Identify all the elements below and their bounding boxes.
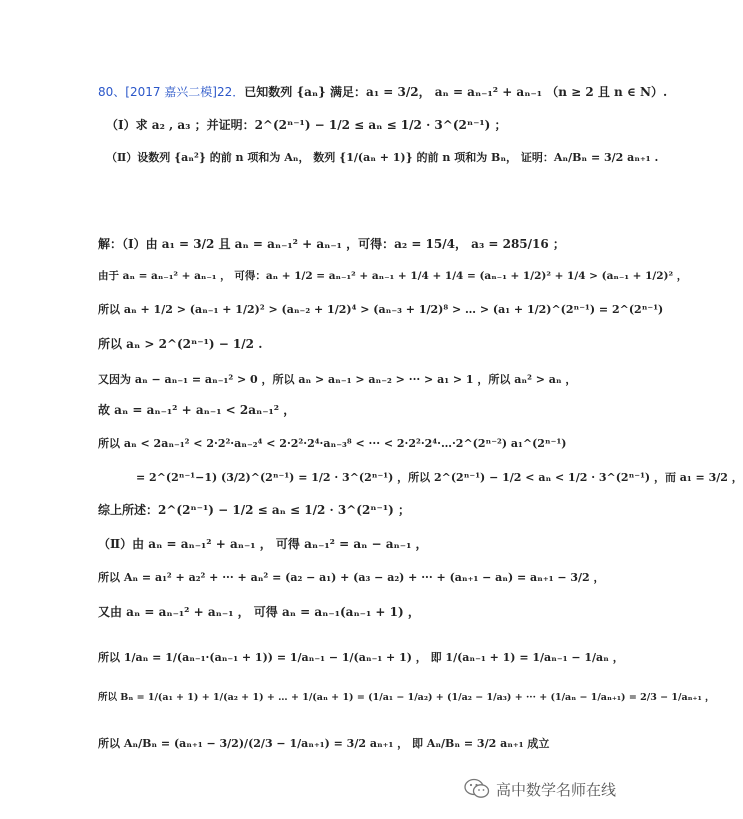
solution-line: 故 aₙ = aₙ₋₁² + aₙ₋₁ < 2aₙ₋₁² ，	[98, 403, 296, 417]
problem-stem-line	[98, 84, 667, 100]
watermark	[464, 778, 616, 800]
problem-part1	[106, 117, 507, 133]
solution-line: 解：（Ⅰ）由 a₁ = 3/2 且 aₙ = aₙ₋₁² + aₙ₋₁ ，可得：a₂ = 15/4， a₃ = 285/16 ；	[98, 237, 565, 251]
solution-line: 所以 Aₙ = a₁² + a₂² + ··· + aₙ² = (a₂ − a₁) + (a₃ − a₂) + ··· + (aₙ₊₁ − aₙ) = aₙ₊₁ − 3/2 ，	[98, 571, 605, 584]
solution-line: （Ⅱ）由 aₙ = aₙ₋₁² + aₙ₋₁ ， 可得 aₙ₋₁² = aₙ − aₙ₋₁ ，	[98, 537, 428, 551]
watermark-text: 高中数学名师在线	[495, 780, 616, 799]
problem-part2-text: （Ⅱ）设数列 {aₙ²} 的前 n 项和为 Aₙ， 数列 {1/(aₙ + 1)} 的前 n 项和为 Bₙ， 证明：Aₙ/Bₙ = 3/2 aₙ₊₁ .	[106, 151, 659, 164]
solution-line: 所以 Aₙ/Bₙ = (aₙ₊₁ − 3/2)/(2/3 − 1/aₙ₊₁) = 3/2 aₙ₊₁ ， 即 Aₙ/Bₙ = 3/2 aₙ₊₁ 成立	[98, 737, 550, 750]
solution-line: 又由 aₙ = aₙ₋₁² + aₙ₋₁ ， 可得 aₙ = aₙ₋₁(aₙ₋₁ + 1) ，	[98, 605, 420, 619]
solution-line: 所以 aₙ < 2aₙ₋₁² < 2·2²·aₙ₋₂⁴ < 2·2²·2⁴·aₙ₋₃⁸ < ··· < 2·2²·2⁴·…·2^(2ⁿ⁻²) a₁^(2ⁿ⁻¹)	[98, 437, 567, 450]
problem-part2	[106, 150, 658, 166]
problem-stem: 已知数列 {aₙ} 满足：a₁ = 3/2， aₙ = aₙ₋₁² + aₙ₋₁ （n ≥ 2 且 n ∈ N）.	[244, 85, 668, 99]
solution-line: 由于 aₙ = aₙ₋₁² + aₙ₋₁ ， 可得：aₙ + 1/2 = aₙ₋₁² + aₙ₋₁ + 1/4 + 1/4 = (aₙ₋₁ + 1/2)² + 1/4 > (aₙ₋₁ + 1/2)² ，	[98, 270, 688, 282]
wechat-icon	[464, 778, 490, 800]
solution-line: 又因为 aₙ − aₙ₋₁ = aₙ₋₁² > 0 ，所以 aₙ > aₙ₋₁ > aₙ₋₂ > ··· > a₁ > 1 ，所以 aₙ² > aₙ ，	[98, 373, 577, 386]
problem-part1-text: （Ⅰ）求 a₂ , a₃ ；并证明：2^(2ⁿ⁻¹) − 1/2 ≤ aₙ ≤ 1/2 · 3^(2ⁿ⁻¹) ；	[106, 118, 507, 132]
solution-line: 所以 aₙ + 1/2 > (aₙ₋₁ + 1/2)² > (aₙ₋₂ + 1/2)⁴ > (aₙ₋₃ + 1/2)⁸ > … > (a₁ + 1/2)^(2ⁿ⁻¹) = 2^(2ⁿ⁻¹)	[98, 303, 664, 316]
solution-line: 所以 1/aₙ = 1/(aₙ₋₁·(aₙ₋₁ + 1)) = 1/aₙ₋₁ − 1/(aₙ₋₁ + 1) ， 即 1/(aₙ₋₁ + 1) = 1/aₙ₋₁ − 1/aₙ ，	[98, 651, 624, 664]
solution-line: = 2^(2ⁿ⁻¹−1) (3/2)^(2ⁿ⁻¹) = 1/2 · 3^(2ⁿ⁻¹) ，所以 2^(2ⁿ⁻¹) − 1/2 < aₙ < 1/2 · 3^(2ⁿ⁻¹) ，而 a₁ = 3/2 ，	[136, 471, 743, 484]
solution-line: 所以 Bₙ = 1/(a₁ + 1) + 1/(a₂ + 1) + … + 1/(aₙ + 1) = (1/a₁ − 1/a₂) + (1/a₂ − 1/a₃) + ··· + (1/aₙ − 1/aₙ₊₁) = 2/3 − 1/aₙ₊₁ ，	[98, 692, 715, 703]
solution-line: 综上所述：2^(2ⁿ⁻¹) − 1/2 ≤ aₙ ≤ 1/2 · 3^(2ⁿ⁻¹) ；	[98, 503, 410, 517]
problem-tag: 80、[2017 嘉兴二模]22．	[98, 85, 245, 99]
solution-line: 所以 aₙ > 2^(2ⁿ⁻¹) − 1/2 .	[98, 337, 263, 351]
